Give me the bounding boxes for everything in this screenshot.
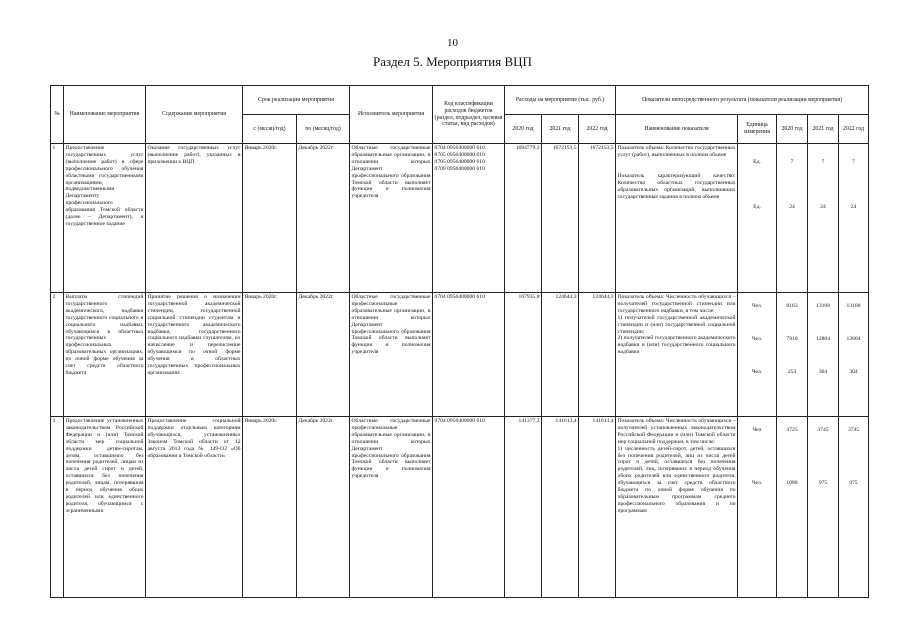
indicator-value: 8163 xyxy=(786,303,798,309)
row-expense-2020: 141377,3 xyxy=(505,417,542,598)
header-code: Код классификации расходов бюджетов (раздел, подраздел, целевая статья, вид расходов) xyxy=(433,86,505,144)
indicator-value: 304 xyxy=(849,368,858,375)
row-ind-2020 xyxy=(777,144,808,293)
indicator-name: 1) численность детей-сирот, детей, оставшихся без попечения родителей, лиц из числа детей сирот и детей, оставшихся без попечения родителей, лиц, потерявших в период обучения обоих родителей или единственного родителя, обучающихся за счет средств областного бюджета по очной форме обучения по образовательным программам среднего профессионального образования и по программам xyxy=(617,445,736,514)
row-codes xyxy=(433,293,505,417)
row-from: Январь 2020г. xyxy=(243,293,297,417)
header-unit: Единица измерения xyxy=(738,115,777,144)
indicator-value: 24 xyxy=(850,203,857,210)
row-name: Предоставление государственных услуг (выполнение работ) в сфере профессионального обучения областными государственными организациями, подведомственными Департаменту профессионального образования Томской области (далее – Департамент), и государственное задание xyxy=(64,144,146,293)
row-executor: Областные государственные профессиональные образовательные организации, в отношении которых Департамент профессионального образования Томской области выполняет функции и полномочия учредителя xyxy=(350,417,433,598)
indicator-value: 7910 xyxy=(786,335,798,342)
indicator-name: 1) получателей государственной академической стипендии и (или) государственной социальной стипендии; xyxy=(617,314,736,335)
indicator-value: 24 xyxy=(820,203,826,210)
row-ind-2021 xyxy=(808,417,839,598)
row-num: 1 xyxy=(51,144,64,293)
row-name-text: Предоставление установленных законодательством Российской Федерации и (или) Томской области мер социальной поддержки детям-сиротам, детям, оставшимся без попечения родителей, лицам из числа детей сирот и детей, оставшихся без попечения родителей, лицам, потерявшим в период обучения обоих родителей или единственного родителя, обучающимся с ограниченными xyxy=(65,418,144,514)
indicator-value: 975 xyxy=(818,479,828,486)
row-ind-2021 xyxy=(808,144,839,293)
section-title: Раздел 5. Мероприятия ВЦП xyxy=(373,54,532,69)
indicator-value: 3745 xyxy=(847,427,860,433)
row-name: Выплаты стипендий государственного академического, надбавки государственного социального и социального надбавки, обучающимся в областных государственных профессиональных образовательных организациях, по очной форме обучения за счет средств областного бюджета xyxy=(64,293,146,417)
indicator-value: 1088 xyxy=(786,479,798,486)
events-table xyxy=(50,85,869,598)
header-indicator-2020: 2020 год xyxy=(777,115,808,144)
row-indicators xyxy=(616,293,738,417)
header-indicator-2022: 2022 год xyxy=(839,115,869,144)
header-row-1 xyxy=(51,86,869,115)
code-line: 0705 0956400000 610 xyxy=(434,158,485,165)
row-ind-2022 xyxy=(839,417,869,598)
indicator-name: Показатель объема: Численность обучающихся – получателей установленных законодательством Российской Федерации и (или) Томской области мер социальной поддержки, в том числе: xyxy=(617,418,736,445)
indicator-name: Показатель объема: Количество государственных услуг (работ), выполненных в полном объеме xyxy=(617,145,736,158)
row-ind-2020 xyxy=(777,417,808,598)
row-units xyxy=(738,293,777,417)
row-ind-2022 xyxy=(839,144,869,293)
code-line: 0704 0956400000 610 xyxy=(434,418,485,424)
header-period-to: по (месяц/год) xyxy=(297,115,350,144)
row-expense-2021: 124644,3 xyxy=(542,293,579,417)
row-expense-2022: 1672153,5 xyxy=(579,144,616,293)
row-expense-2020: 107935,8 xyxy=(505,293,542,417)
indicator-unit: Ед. xyxy=(753,159,761,165)
header-name: Наименование мероприятия xyxy=(64,86,146,144)
row-expense-2020: 1694779,3 xyxy=(505,144,542,293)
indicator-value: 7 xyxy=(790,159,794,165)
row-expense-2022: 141613,4 xyxy=(579,417,616,598)
row-executor: Областные государственные образовательные организации, в отношении которых Департамент профессионального образования Томской области выполняет функции и полномочия учредителя xyxy=(350,144,433,293)
indicator-unit: Чел. xyxy=(751,335,763,342)
indicator-value: 3745 xyxy=(817,427,829,433)
header-expenses-2021: 2021 год xyxy=(542,115,579,144)
header-executor: Исполнитель мероприятия xyxy=(350,86,433,144)
indicator-value: 7 xyxy=(821,159,825,165)
header-expenses-2022: 2022 год xyxy=(579,115,616,144)
row-from: Январь 2020г. xyxy=(243,417,297,598)
indicator-unit: Ед. xyxy=(753,203,761,210)
row-indicators xyxy=(616,417,738,598)
header-expenses-2020: 2020 год xyxy=(505,115,542,144)
indicator-unit: Чел. xyxy=(751,368,763,375)
header-expenses: Расходы на мероприятие (тыс. руб.) xyxy=(505,86,616,115)
header-period: Срок реализации мероприятия xyxy=(243,86,350,115)
indicator-unit: Чел. xyxy=(751,479,763,486)
page-number: 10 xyxy=(447,37,458,49)
indicator-value: 304 xyxy=(818,368,828,375)
row-ind-2021 xyxy=(808,293,839,417)
header-num: № xyxy=(51,86,64,144)
header-content: Содержание мероприятия xyxy=(146,86,243,144)
indicator-name: 2) получателей государственного академического надбавки и (или) государственного социального надбавки xyxy=(617,335,736,356)
row-from: Январь 2020г. xyxy=(243,144,297,293)
table-row xyxy=(51,293,869,417)
row-num: 2 xyxy=(51,293,64,417)
indicator-name: Показатель характеризующий качество: Количество областных государственных образовательных организаций, выполнивших государственные задания в полном объеме xyxy=(617,172,736,200)
code-line: 0704 0956400000 610 xyxy=(434,294,485,300)
row-content: Предоставление социальной поддержки отдельным категориям обучающихся, установленных Законом Томской области от 12 августа 2013 года № 149-ОЗ «Об образовании в Томской области» xyxy=(146,417,243,598)
row-to: Декабрь 2022г. xyxy=(297,293,350,417)
row-expense-2021: 1672153,5 xyxy=(542,144,579,293)
indicator-value: 253 xyxy=(787,368,797,375)
row-ind-2022 xyxy=(839,293,869,417)
indicator-unit: Чел. xyxy=(751,303,763,309)
indicator-unit: Чел xyxy=(752,427,762,433)
row-name xyxy=(64,417,146,598)
row-expense-2021: 141613,4 xyxy=(542,417,579,598)
code-line: 0705 0956400000 610 xyxy=(434,151,485,158)
code-line: 0709 0956400000 610 xyxy=(434,165,485,172)
code-line: 0704 0956400000 610 xyxy=(434,145,485,151)
row-expense-2022: 124644,3 xyxy=(579,293,616,417)
row-codes xyxy=(433,417,505,598)
header-indicator-name: Наименование показателя xyxy=(616,115,738,144)
row-codes xyxy=(433,144,505,293)
indicator-value: 3725 xyxy=(786,427,798,433)
indicator-value: 7 xyxy=(852,159,855,165)
row-to: Декабрь 2022г. xyxy=(297,417,350,598)
indicator-value: 12804 xyxy=(846,335,861,342)
header-indicator-2021: 2021 год xyxy=(808,115,839,144)
row-units xyxy=(738,417,777,598)
table-row xyxy=(51,144,869,293)
row-content: Принятие решения о назначении государственной академической стипендии, государственной социальной стипендии студентам и государственного академического надбавки, государственного социального надбавки слушателям, их начисление и перечисление обучающимся по очной форме обучения в областных государственных профессиональных организациях xyxy=(146,293,243,417)
row-units xyxy=(738,144,777,293)
indicator-value: 24 xyxy=(789,203,795,210)
row-executor: Областные государственные профессиональные образовательные организации, в отношении которых Департамент профессионального образования Томской области выполняет функции и полномочия учредителя xyxy=(350,293,433,417)
row-indicators xyxy=(616,144,738,293)
row-to: Декабрь 2022г. xyxy=(297,144,350,293)
row-content: Оказание государственных услуг (выполнение работ), указанных в приложении к ВЦП xyxy=(146,144,243,293)
header-indicators: Показатели непосредственного результата (показатели реализации мероприятия) xyxy=(616,86,869,115)
header-period-from: с (месяц/год) xyxy=(243,115,297,144)
indicator-value: 13108 xyxy=(846,303,861,309)
indicator-value: 12804 xyxy=(816,335,830,342)
indicator-value: 975 xyxy=(849,479,858,486)
table-row xyxy=(51,417,869,598)
row-num: 3 xyxy=(51,417,64,598)
row-ind-2020 xyxy=(777,293,808,417)
indicator-value: 13108 xyxy=(816,303,830,309)
indicator-name: Показатель объема: Численность обучающихся – получателей государственной стипендии или государственного надбавки, в том числе: xyxy=(617,294,736,314)
